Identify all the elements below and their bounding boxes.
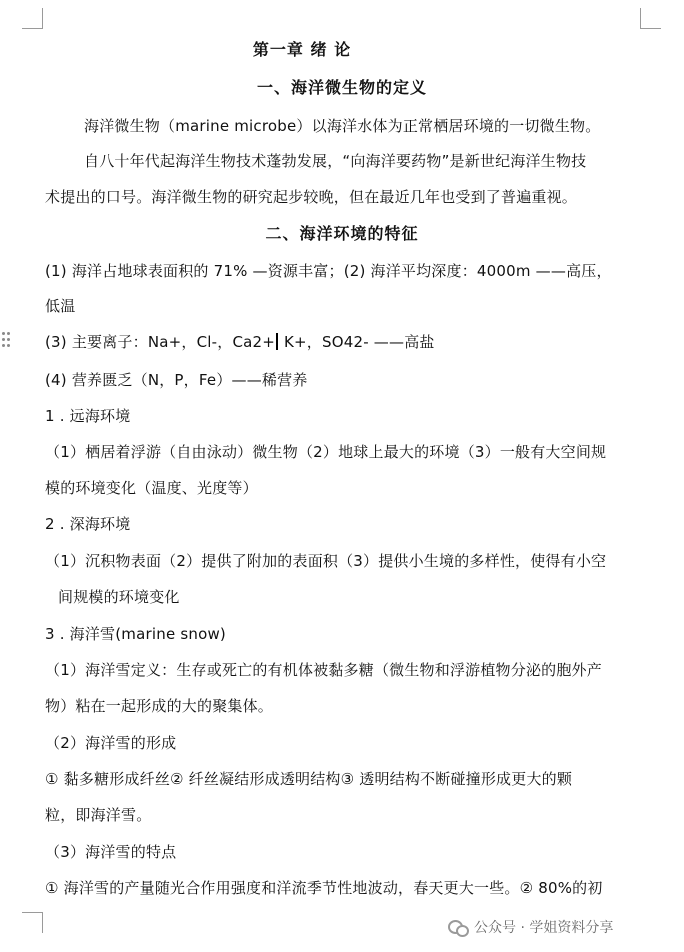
- paragraph: ① 黏多糖形成纤丝② 纤丝凝结形成透明结构③ 透明结构不断碰撞形成更大的颗: [45, 770, 573, 788]
- subsection-heading: 3 . 海洋雪(marine snow): [45, 625, 226, 643]
- page-corner-mark: [22, 912, 43, 933]
- text-span: K+，SO42- ——高盐: [279, 333, 435, 351]
- watermark-text: 公众号 · 学姐资料分享: [474, 920, 614, 936]
- paragraph: 物）粘在一起形成的大的聚集体。: [45, 697, 274, 715]
- subsection-heading: 1 . 远海环境: [45, 407, 131, 425]
- watermark: [448, 916, 613, 938]
- drag-handle-icon[interactable]: [2, 332, 12, 352]
- paragraph: (4) 营养匮乏（N，P，Fe）——稀营养: [45, 371, 308, 389]
- paragraph: （2）海洋雪的形成: [45, 734, 177, 752]
- text-cursor: [276, 333, 278, 350]
- paragraph: （1）沉积物表面（2）提供了附加的表面积（3）提供小生境的多样性，使得有小空: [45, 552, 607, 570]
- subsection-heading: 2 . 深海环境: [45, 515, 131, 533]
- paragraph: 术提出的口号。海洋微生物的研究起步较晚，但在最近几年也受到了普遍重视。: [45, 188, 578, 206]
- paragraph-ions: [45, 332, 645, 352]
- paragraph: （3）海洋雪的特点: [45, 843, 177, 861]
- page-corner-mark: [22, 8, 43, 29]
- paragraph: (1) 海洋占地球表面积的 71% —资源丰富；(2) 海洋平均深度：4000m ——高压，: [45, 262, 612, 280]
- wechat-icon: [448, 918, 468, 936]
- page-corner-mark: [640, 8, 661, 29]
- paragraph: 海洋微生物（marine microbe）以海洋水体为正常栖居环境的一切微生物。: [84, 117, 601, 135]
- paragraph: 间规模的环境变化: [58, 588, 180, 606]
- paragraph: 模的环境变化（温度、光度等）: [45, 479, 258, 497]
- paragraph: （1）海洋雪定义：生存或死亡的有机体被黏多糖（微生物和浮游植物分泌的胞外产: [45, 661, 602, 679]
- paragraph: ① 海洋雪的产量随光合作用强度和洋流季节性地波动，春天更大一些。② 80%的初: [45, 879, 603, 897]
- paragraph: （1）栖居着浮游（自由泳动）微生物（2）地球上最大的环境（3）一般有大空间规: [45, 443, 607, 461]
- section-title-features: 二、海洋环境的特征: [265, 224, 419, 243]
- paragraph: 低温: [45, 297, 76, 315]
- text-span: (3) 主要离子：Na+，Cl-，Ca2+: [45, 333, 276, 351]
- section-title-definition: 一、海洋微生物的定义: [256, 78, 427, 97]
- paragraph: 自八十年代起海洋生物技术蓬勃发展，“向海洋要药物”是新世纪海洋生物技: [84, 152, 587, 170]
- paragraph: 粒，即海洋雪。: [45, 806, 152, 824]
- chapter-title: 第一章 绪 论: [252, 40, 352, 59]
